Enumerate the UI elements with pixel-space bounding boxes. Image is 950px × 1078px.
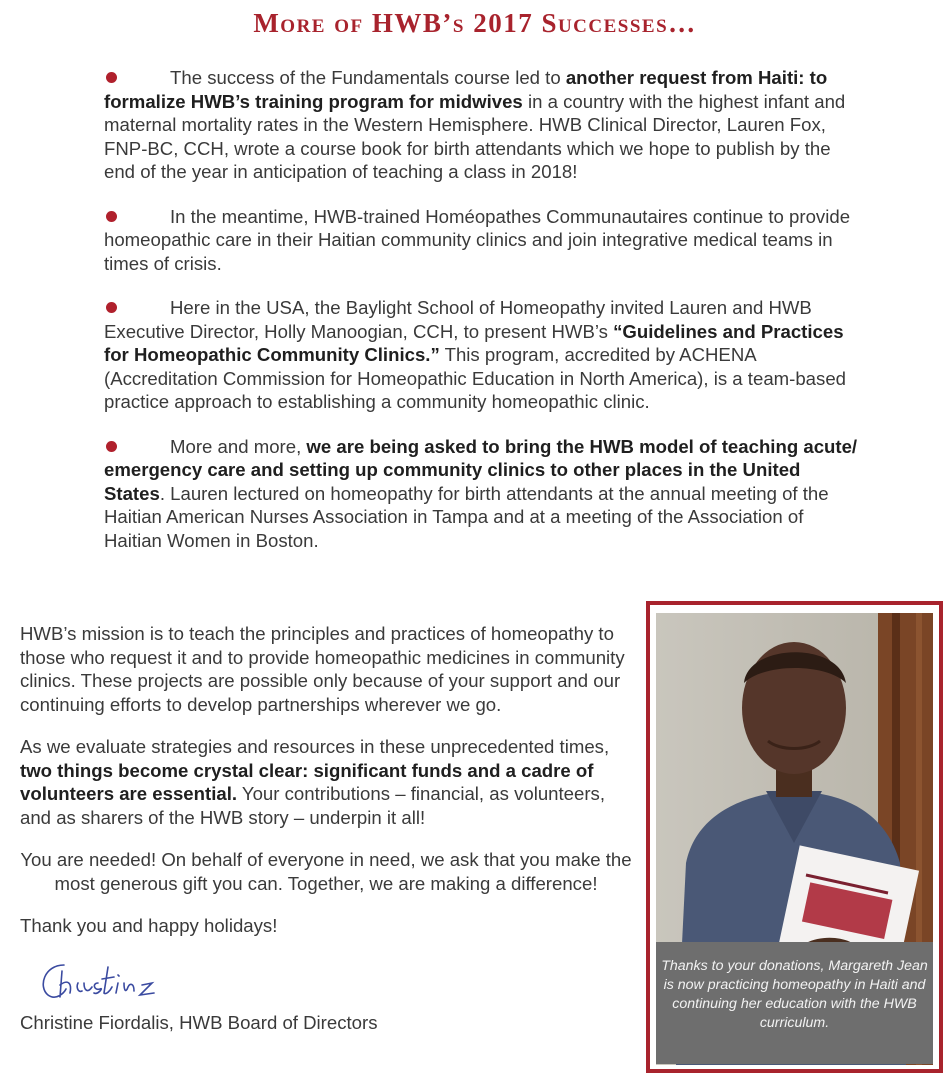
bullet-highlight: we are being asked to bring the HWB model of teaching acute/ emergency care and setting up community clinics to other places in the United States [104,435,858,504]
appeal-paragraph: You are needed! On behalf of everyone in need, we ask that you make the most generous gift you can. Together, we are making a difference! [20,849,632,894]
bullet-text: Here in the USA, the Baylight School of Homeopathy invited Lauren and HWB Executive Director, Holly Manoogian, CCH, to present HWB’s [104,297,812,342]
strategy-paragraph: As we evaluate strategies and resources in these unprecedented times, two things become crystal clear: significant funds and a cadre of volunteers are essential. Your contributions – financial, as volunteers, and as sharers of the HWB story – underpin it all! [20,736,610,828]
bullet-text: . Lauren lectured on homeopathy for birth attendants at the annual meeting of the Haitian American Nurses Association in Tampa and at a meeting of the Association of Haitian Women in Boston. [104,482,829,551]
bullet-text: The success of the Fundamentals course led to [170,67,566,88]
bullet-highlight: another request from Haiti: to formalize HWB’s training program for midwives [104,67,828,112]
bullet-text: This program, accredited by ACHENA (Accreditation Commission for Homeopathic Education in North America), is a team-based practice approach to establishing a community homeopathic clinic. [104,344,846,412]
bullet-item [104,205,859,276]
bullet-text: in a country with the highest infant and maternal mortality rates in the Western Hemisphere. HWB Clinical Director, Lauren Fox, FNP-BC, CCH, wrote a course book for birth attendants which we hope to publish by the end of the year in anticipation of teaching a class in 2018! [104,90,846,182]
bullet-dot-icon [106,72,117,83]
mission-paragraph: HWB’s mission is to teach the principles and practices of homeopathy to those who request it and to provide homeopathic medicines in community clinics. These projects are possible only because of your support and our continuing efforts to develop partnerships wherever we go. [20,623,625,715]
bullet-dot-icon [106,211,117,222]
photo-caption: Thanks to your donations, Margareth Jean is now practicing homeopathy in Haiti and continuing her education with the HWB curriculum. [656,942,933,1064]
photo-frame [646,601,943,1073]
success-bullet-list [104,66,859,573]
strategy-highlight: two things become crystal clear: significant funds and a cadre of volunteers are essential. [20,759,594,804]
bullet-text: More and more, [170,435,307,457]
bullet-dot-icon [106,302,117,313]
bullet-item [104,296,859,414]
signer-name: Christine Fiordalis, HWB Board of Directors [20,1011,378,1033]
page-title: More of HWB’s 2017 Successes… [253,8,697,38]
bullet-item [104,435,859,553]
bullet-highlight: “Guidelines and Practices for Homeopathic Community Clinics.” [104,320,844,365]
closing-line: Thank you and happy holidays! [20,915,278,936]
handwritten-signature [34,957,184,1007]
bullet-dot-icon [106,441,117,452]
appeal-letter [20,622,632,1034]
bullet-item [104,66,859,184]
bullet-text: In the meantime, HWB-trained Homéopathes Communautaires continue to provide homeopathic care in their Haitian community clinics and join integrative medical teams in times of crisis. [104,205,851,274]
